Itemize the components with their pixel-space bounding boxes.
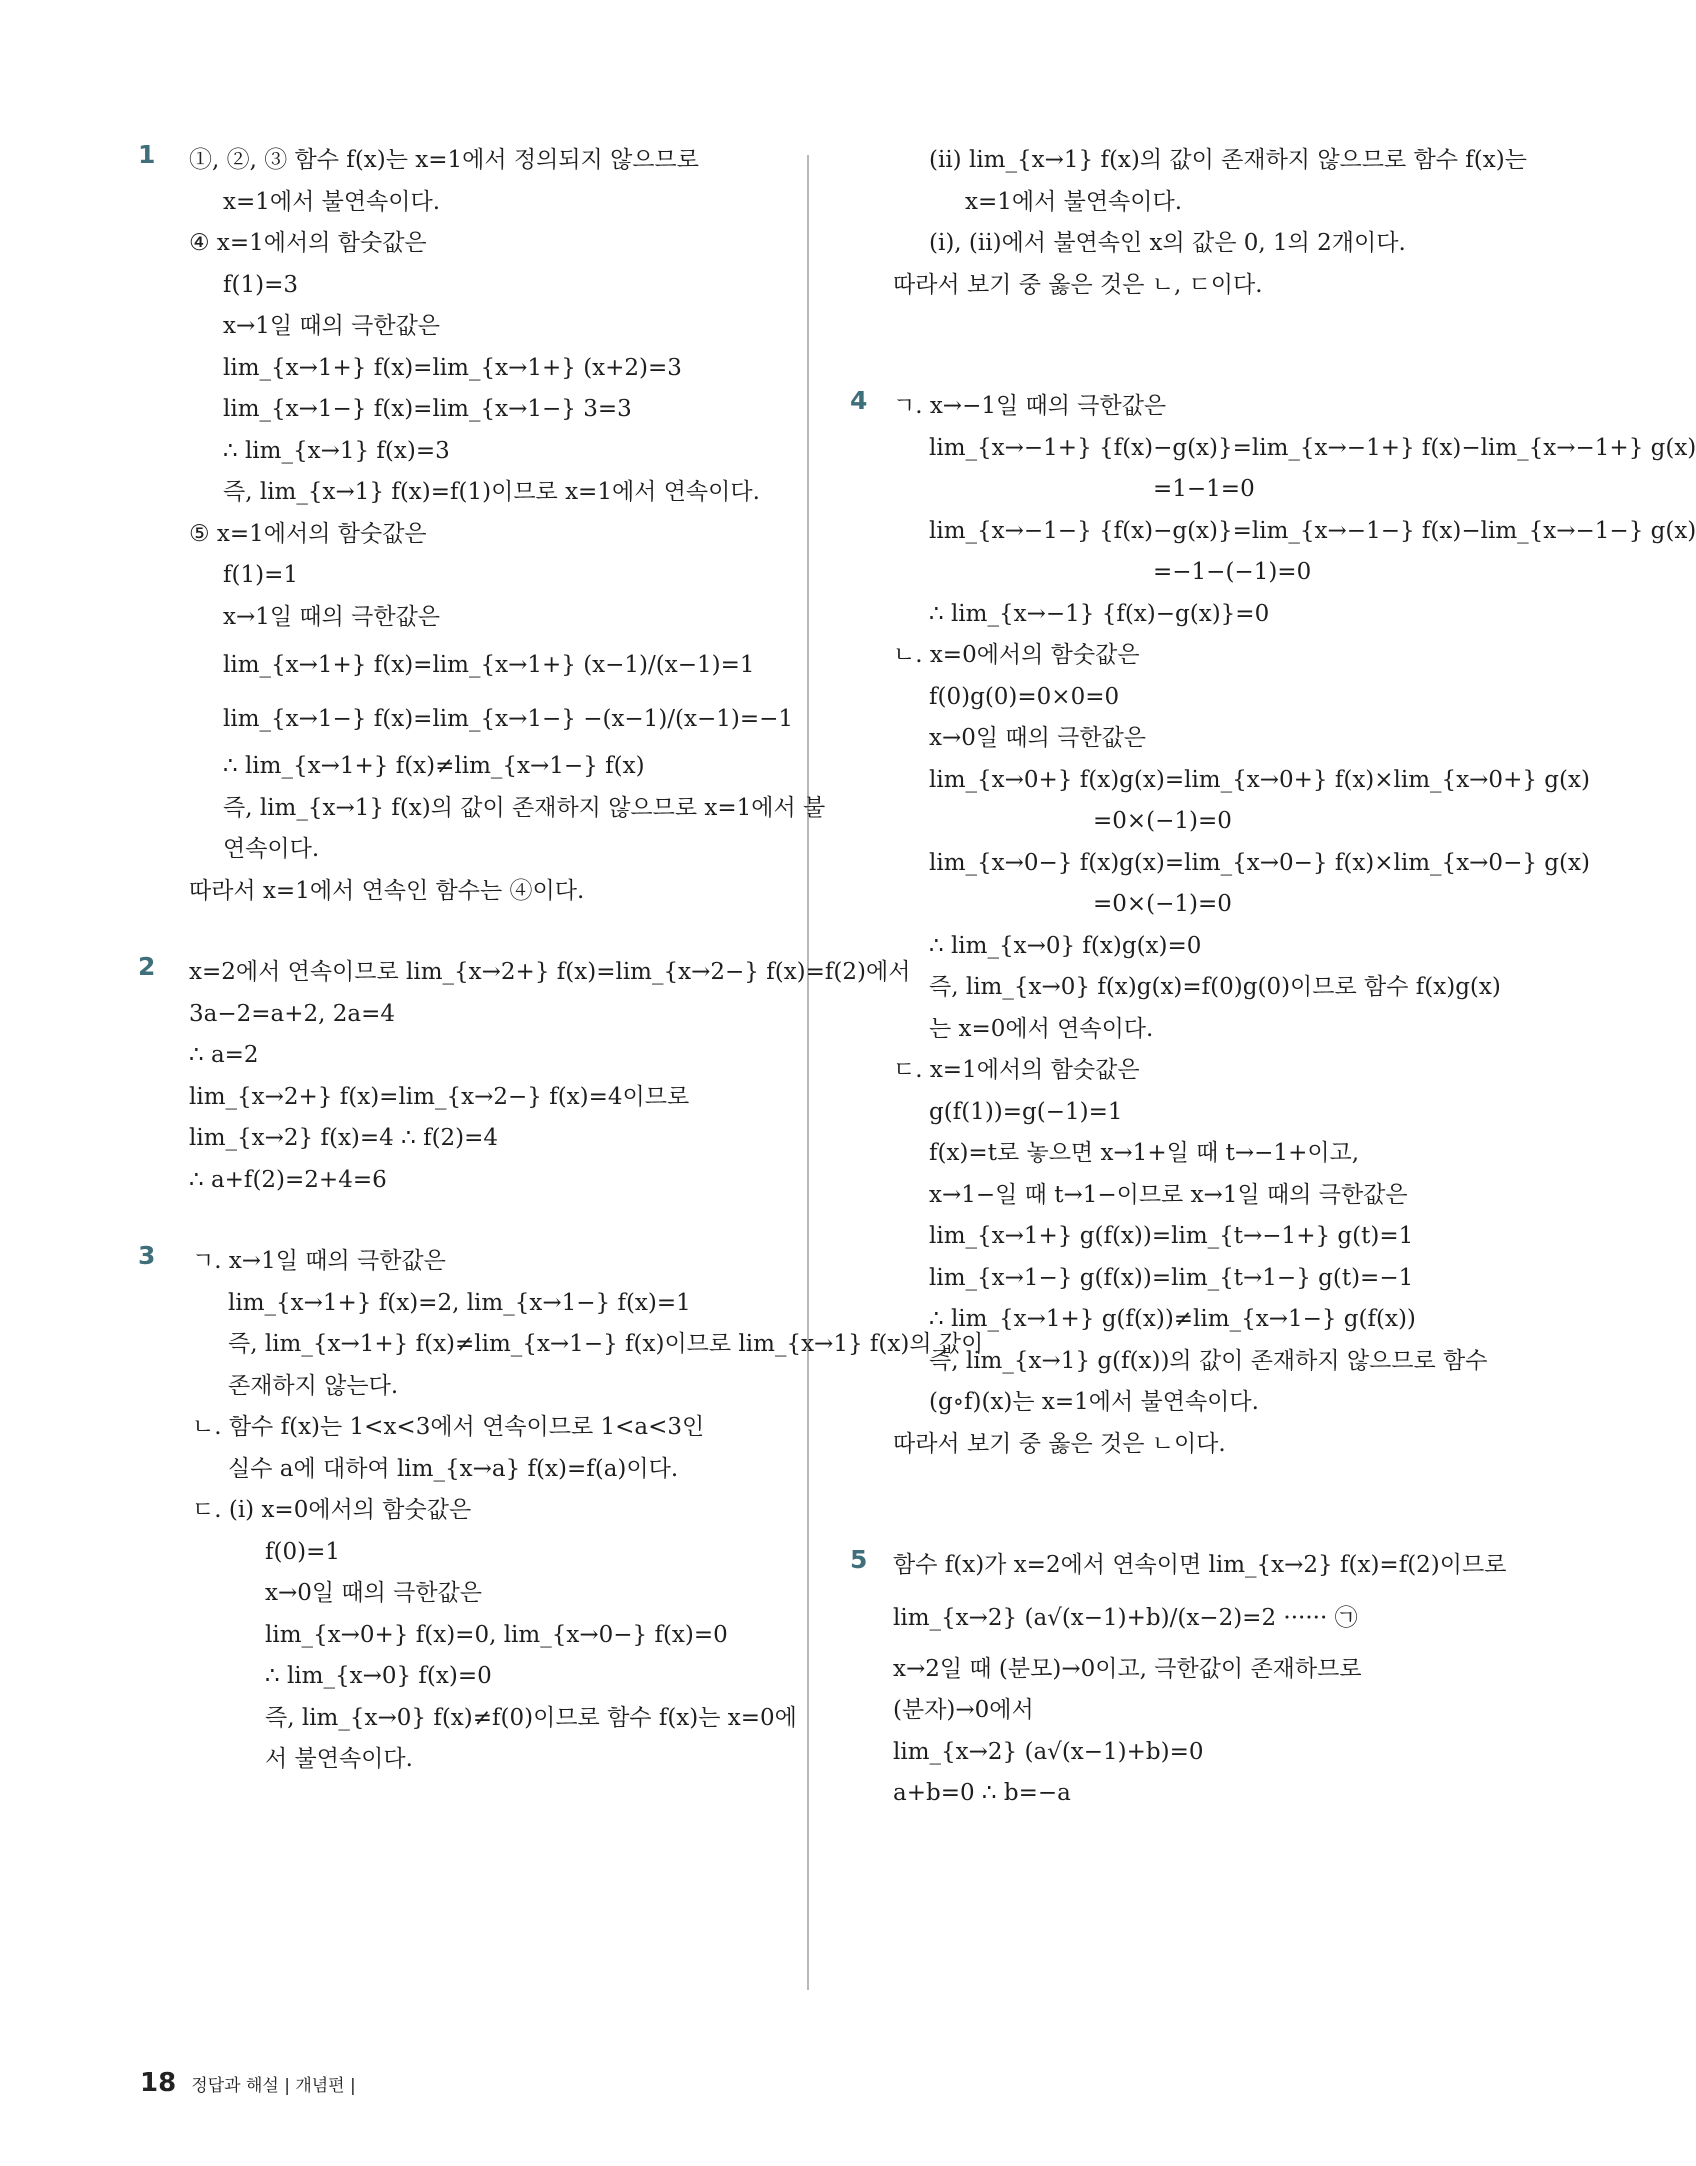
math-line: lim_{x→0+} f(x)g(x)=lim_{x→0+} f(x)×lim_{x→0+} g(x) bbox=[929, 766, 1590, 793]
math-line: lim_{x→1−} g(f(x))=lim_{t→1−} g(t)=−1 bbox=[929, 1264, 1414, 1291]
math-line: =−1−(−1)=0 bbox=[1153, 559, 1312, 585]
math-line: lim_{x→0+} f(x)=0, lim_{x→0−} f(x)=0 bbox=[265, 1621, 728, 1648]
spacer bbox=[893, 1465, 1493, 1545]
problem-4 bbox=[850, 386, 1696, 1465]
solution-line: 즉, lim_{x→1} f(x)의 값이 존재하지 않으므로 x=1에서 불 bbox=[223, 794, 826, 821]
right-column bbox=[850, 140, 1696, 1815]
solution-line: 존재하지 않는다. bbox=[228, 1372, 399, 1399]
problem-3-continued bbox=[893, 140, 1527, 306]
column-divider bbox=[807, 155, 809, 1990]
solution-line: ④ x=1에서의 함숫값은 bbox=[189, 230, 427, 256]
problem-number: 1 bbox=[138, 140, 156, 169]
math-line: =0×(−1)=0 bbox=[1093, 891, 1232, 917]
conclusion-line: 따라서 보기 중 옳은 것은 ㄴ이다. bbox=[893, 1430, 1226, 1457]
conclusion-line: 따라서 보기 중 옳은 것은 ㄴ, ㄷ이다. bbox=[893, 271, 1263, 298]
math-line: ∴ a=2 bbox=[189, 1042, 259, 1068]
solution-line: 즉, lim_{x→1+} f(x)≠lim_{x→1−} f(x)이므로 lim_{x→1} f(x)의 값이 bbox=[228, 1331, 984, 1357]
spacer bbox=[140, 912, 780, 952]
solution-line: x→1일 때의 극한값은 bbox=[223, 313, 441, 339]
solution-line: 즉, lim_{x→0} f(x)g(x)=f(0)g(0)이므로 함수 f(x)g(x) bbox=[929, 974, 1501, 1000]
math-line: lim_{x→0−} f(x)g(x)=lim_{x→0−} f(x)×lim_{x→0−} g(x) bbox=[929, 849, 1590, 876]
math-line: ∴ a+f(2)=2+4=6 bbox=[189, 1166, 387, 1193]
solution-line: ㄷ. (i) x=0에서의 함숫값은 bbox=[192, 1497, 472, 1523]
math-line: a+b=0 ∴ b=−a bbox=[893, 1780, 1071, 1806]
solution-line: 즉, lim_{x→1} f(x)=f(1)이므로 x=1에서 연속이다. bbox=[223, 479, 760, 505]
solution-line: f(1)=1 bbox=[223, 562, 298, 588]
solution-line: ㄴ. 함수 f(x)는 1<x<3에서 연속이므로 1<a<3인 bbox=[192, 1414, 705, 1440]
solution-line: 함수 f(x)가 x=2에서 연속이면 lim_{x→2} f(x)=f(2)이므로 bbox=[893, 1552, 1507, 1578]
math-line: =0×(−1)=0 bbox=[1093, 808, 1232, 834]
math-line: lim_{x→1−} f(x)=lim_{x→1−} 3=3 bbox=[223, 396, 632, 422]
solution-line: x=1에서 불연속이다. bbox=[223, 188, 441, 215]
math-line: lim_{x→1+} f(x)=2, lim_{x→1−} f(x)=1 bbox=[228, 1289, 691, 1316]
solution-line: x=1에서 불연속이다. bbox=[965, 188, 1183, 215]
math-line: ∴ lim_{x→0} f(x)=0 bbox=[265, 1663, 492, 1689]
solution-line: 실수 a에 대하여 lim_{x→a} f(x)=f(a)이다. bbox=[228, 1455, 679, 1482]
math-line: lim_{x→1−} f(x)=lim_{x→1−} −(x−1)/(x−1)=−1 bbox=[223, 706, 794, 732]
problem-1 bbox=[138, 140, 826, 912]
math-line: lim_{x→2} (a√(x−1)+b)=0 bbox=[893, 1738, 1204, 1765]
math-line: ∴ lim_{x→1+} g(f(x))≠lim_{x→1−} g(f(x)) bbox=[929, 1306, 1416, 1332]
solution-line: (g∘f)(x)는 x=1에서 불연속이다. bbox=[929, 1389, 1259, 1415]
solution-line: ㄴ. x=0에서의 함숫값은 bbox=[893, 642, 1140, 668]
math-line: ∴ lim_{x→−1} {f(x)−g(x)}=0 bbox=[929, 600, 1270, 627]
math-line: lim_{x→1+} f(x)=lim_{x→1+} (x+2)=3 bbox=[223, 354, 682, 381]
spacer bbox=[893, 306, 1493, 386]
problem-number: 4 bbox=[850, 386, 868, 415]
page-footer bbox=[140, 2068, 356, 2098]
solution-line: ⑤ x=1에서의 함숫값은 bbox=[189, 520, 427, 547]
solution-line: 서 불연속이다. bbox=[265, 1746, 413, 1772]
solution-line: x→0일 때의 극한값은 bbox=[929, 725, 1147, 751]
solution-line: x→1−일 때 t→1−이므로 x→1일 때의 극한값은 bbox=[929, 1181, 1408, 1208]
solution-line: (i), (ii)에서 불연속인 x의 값은 0, 1의 2개이다. bbox=[929, 230, 1406, 256]
solution-line: (ii) lim_{x→1} f(x)의 값이 존재하지 않으므로 함수 f(x)는 bbox=[929, 147, 1527, 173]
math-line: g(f(1))=g(−1)=1 bbox=[929, 1098, 1123, 1125]
math-line: f(0)g(0)=0×0=0 bbox=[929, 683, 1120, 710]
solution-line: 는 x=0에서 연속이다. bbox=[929, 1015, 1154, 1042]
solution-line: 연속이다. bbox=[223, 836, 320, 862]
solution-line: ㄱ. x→−1일 때의 극한값은 bbox=[893, 393, 1167, 419]
conclusion-line: 따라서 x=1에서 연속인 함수는 ④이다. bbox=[189, 877, 585, 904]
solution-line: f(1)=3 bbox=[223, 271, 298, 298]
problem-number: 3 bbox=[138, 1241, 156, 1270]
math-line: lim_{x→1+} f(x)=lim_{x→1+} (x−1)/(x−1)=1 bbox=[223, 652, 755, 678]
solution-line: f(x)=t로 놓으면 x→1+일 때 t→−1+이고, bbox=[929, 1140, 1360, 1166]
math-line: lim_{x→1+} g(f(x))=lim_{t→−1+} g(t)=1 bbox=[929, 1223, 1414, 1249]
solution-line: ㄷ. x=1에서의 함숫값은 bbox=[893, 1057, 1140, 1083]
problem-2 bbox=[138, 952, 911, 1201]
solution-line: x=2에서 연속이므로 lim_{x→2+} f(x)=lim_{x→2−} f(x)=f(2)에서 bbox=[189, 959, 911, 985]
math-line: f(0)=1 bbox=[265, 1538, 340, 1565]
solution-line: 즉, lim_{x→1} g(f(x))의 값이 존재하지 않으므로 함수 bbox=[929, 1347, 1488, 1374]
spacer bbox=[140, 1201, 780, 1241]
solution-line: x→0일 때의 극한값은 bbox=[265, 1580, 483, 1606]
solution-line: x→1일 때의 극한값은 bbox=[223, 603, 441, 630]
solution-line: ㄱ. x→1일 때의 극한값은 bbox=[192, 1248, 446, 1274]
math-line: lim_{x→−1+} {f(x)−g(x)}=lim_{x→−1+} f(x)−lim_{x→−1+} g(x) bbox=[929, 434, 1696, 461]
math-line: 3a−2=a+2, 2a=4 bbox=[189, 1000, 396, 1027]
footer-source: 정답과 해설 | 개념편 | bbox=[191, 2075, 356, 2096]
page-number: 18 bbox=[140, 2068, 177, 2098]
solution-line: ①, ②, ③ 함수 f(x)는 x=1에서 정의되지 않으므로 bbox=[189, 147, 699, 173]
math-line: lim_{x→2+} f(x)=lim_{x→2−} f(x)=4이므로 bbox=[189, 1083, 690, 1110]
problem-number: 5 bbox=[850, 1545, 868, 1574]
problem-number: 2 bbox=[138, 952, 156, 981]
math-line: ∴ lim_{x→0} f(x)g(x)=0 bbox=[929, 932, 1202, 959]
math-line: lim_{x→2} (a√(x−1)+b)/(x−2)=2 ······ ㉠ bbox=[893, 1604, 1358, 1631]
math-line: ∴ lim_{x→1+} f(x)≠lim_{x→1−} f(x) bbox=[223, 753, 645, 779]
solution-line: (분자)→0에서 bbox=[893, 1697, 1034, 1723]
math-line: lim_{x→2} f(x)=4 ∴ f(2)=4 bbox=[189, 1125, 499, 1151]
math-line: ∴ lim_{x→1} f(x)=3 bbox=[223, 437, 450, 464]
math-line: =1−1=0 bbox=[1153, 476, 1255, 502]
problem-5 bbox=[850, 1545, 1507, 1815]
solution-line: x→2일 때 (분모)→0이고, 극한값이 존재하므로 bbox=[893, 1655, 1362, 1682]
solution-line: 즉, lim_{x→0} f(x)≠f(0)이므로 함수 f(x)는 x=0에 bbox=[265, 1704, 797, 1731]
math-line: lim_{x→−1−} {f(x)−g(x)}=lim_{x→−1−} f(x)−lim_{x→−1−} g(x) bbox=[929, 517, 1696, 544]
